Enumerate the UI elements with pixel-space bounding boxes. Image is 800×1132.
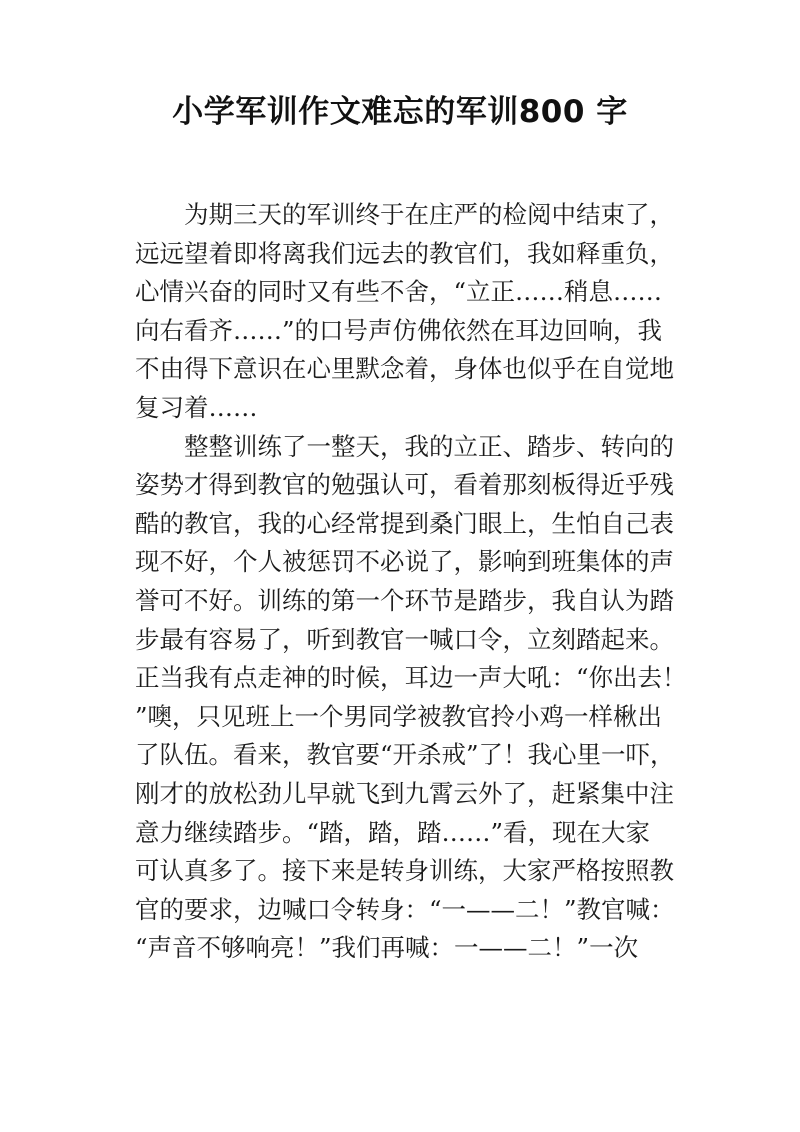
page-title: 小学军训作文难忘的军训800 字 [172,94,628,130]
text-line: 酷的教官，我的心经常提到桑门眼上，生怕自己表 [135,508,674,538]
text-line: 现不好，个人被惩罚不必说了，影响到班集体的声 [135,547,674,577]
text-line: ”噢，只见班上一个男同学被教官拎小鸡一样楸出 [135,701,663,731]
text-line: 整整训练了一整天，我的立正、踏步、转向的 [135,431,674,461]
text-line: 官的要求，边喊口令转身：“一——二！”教官喊： [135,894,675,924]
text-line: 心情兴奋的同时又有些不舍，“立正……稍息…… [135,277,663,307]
text-line: 远远望着即将离我们远去的教官们，我如释重负， [135,238,674,268]
text-line: 正当我有点走神的时候，耳边一声大吼：“你出去！ [135,663,687,693]
text-line: “声音不够响亮！”我们再喊：一——二！”一次 [135,933,639,963]
text-line: 意力继续踏步。“踏，踏，踏……”看，现在大家 [135,817,651,847]
text-line: 刚才的放松劲儿早就飞到九霄云外了，赶紧集中注 [135,778,674,808]
text-line: 姿势才得到教官的勉强认可，看着那刻板得近乎残 [135,470,674,500]
text-line: 誉可不好。训练的第一个环节是踏步，我自认为踏 [135,585,674,615]
text-line: 向右看齐……”的口号声仿佛依然在耳边回响，我 [135,315,663,345]
text-line: 步最有容易了，听到教官一喊口令，立刻踏起来。 [135,624,674,654]
text-line: 为期三天的军训终于在庄严的检阅中结束了， [135,200,674,229]
text-line: 了队伍。看来，教官要“开杀戒”了！我心里一吓， [135,740,675,770]
text-line: 不由得下意识在心里默念着，身体也似乎在自觉地 [135,354,674,384]
text-line: 复习着…… [135,392,258,422]
essay-body [135,196,687,968]
text-line: 可认真多了。接下来是转身训练，大家严格按照教 [135,856,674,886]
